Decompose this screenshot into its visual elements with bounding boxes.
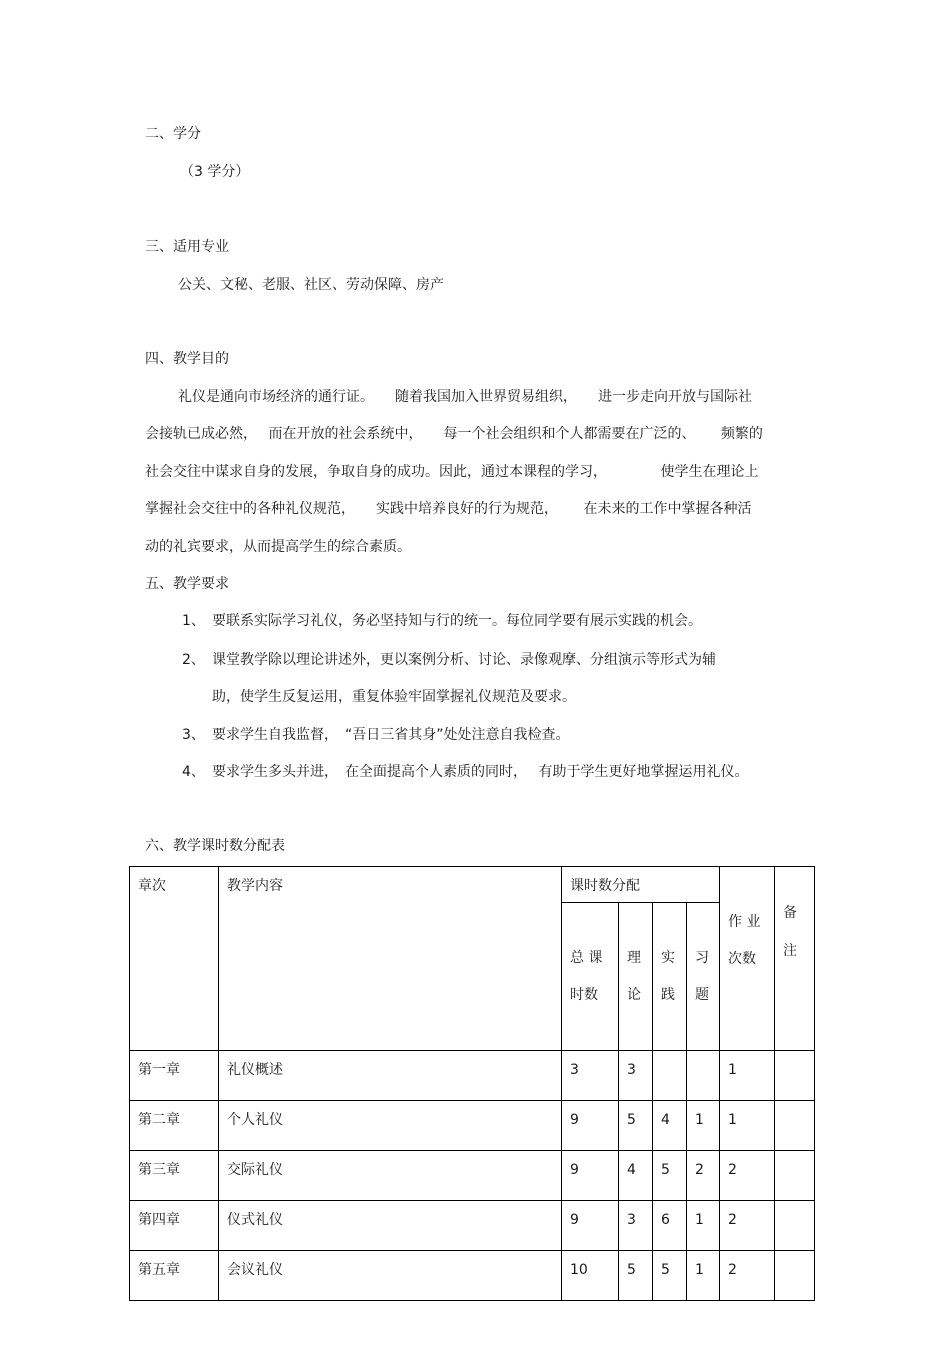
majors-text: 公关、文秘、老服、社区、劳动保障、房产 xyxy=(178,277,444,293)
header-exercise-line: 习 xyxy=(695,950,709,966)
requirement-number: 3、 xyxy=(182,727,205,743)
cell-content: 个人礼仪 xyxy=(219,1101,562,1151)
purpose-line: 掌握社会交往中的各种礼仪规范， 实践中培养良好的行为规范， 在未来的工作中掌握各种活 xyxy=(145,501,752,517)
cell-practice: 5 xyxy=(653,1151,687,1201)
cell-homework: 1 xyxy=(720,1101,775,1151)
cell-theory: 3 xyxy=(619,1201,653,1251)
header-homework-line: 作 业 xyxy=(728,914,761,930)
purpose-line: 社会交往中谋求自身的发展，争取自身的成功。因此，通过本课程的学习， 使学生在理论上 xyxy=(145,464,759,480)
table-row xyxy=(130,1251,815,1301)
cell-exercise: 1 xyxy=(687,1251,720,1301)
purpose-line: 会接轨已成必然， 而在开放的社会系统中， 每一个社会组织和个人都需要在广泛的、 频繁的 xyxy=(145,426,763,442)
header-total-line: 时数 xyxy=(570,987,598,1003)
cell-content: 交际礼仪 xyxy=(219,1151,562,1201)
header-hours-allocation: 课时数分配 xyxy=(562,867,720,903)
purpose-line: 礼仪是通向市场经济的通行证。 随着我国加入世界贸易组织， 进一步走向开放与国际社 xyxy=(178,389,752,405)
header-content: 教学内容 xyxy=(219,867,562,1051)
cell-content: 会议礼仪 xyxy=(219,1251,562,1301)
header-theory-line: 理 xyxy=(627,950,641,966)
header-homework-line: 次数 xyxy=(728,951,756,967)
header-chapter: 章次 xyxy=(130,867,219,1051)
table-row xyxy=(130,1151,815,1201)
cell-chapter: 第四章 xyxy=(130,1201,219,1251)
purpose-line: 动的礼宾要求，从而提高学生的综合素质。 xyxy=(145,539,411,555)
cell-practice: 4 xyxy=(653,1101,687,1151)
cell-exercise: 2 xyxy=(687,1151,720,1201)
table-row xyxy=(130,1201,815,1251)
section-3-heading: 三、适用专业 xyxy=(145,239,229,255)
cell-exercise: 1 xyxy=(687,1201,720,1251)
header-practice xyxy=(653,903,687,1051)
cell-homework: 1 xyxy=(720,1051,775,1101)
header-homework xyxy=(720,867,775,1051)
requirement-text: 要求学生自我监督， “吾日三省其身”处处注意自我检查。 xyxy=(212,727,570,743)
cell-content: 仪式礼仪 xyxy=(219,1201,562,1251)
cell-practice: 5 xyxy=(653,1251,687,1301)
cell-theory: 5 xyxy=(619,1251,653,1301)
header-total-hours xyxy=(562,903,619,1051)
cell-theory: 5 xyxy=(619,1101,653,1151)
cell-total: 9 xyxy=(562,1151,619,1201)
requirement-text: 要求学生多头并进， 在全面提高个人素质的同时， 有助于学生更好地掌握运用礼仪。 xyxy=(212,764,749,780)
header-notes-text: 备 注 xyxy=(783,905,797,959)
requirement-number: 1、 xyxy=(182,613,205,629)
cell-theory: 4 xyxy=(619,1151,653,1201)
cell-chapter: 第一章 xyxy=(130,1051,219,1101)
cell-theory: 3 xyxy=(619,1051,653,1101)
cell-chapter: 第二章 xyxy=(130,1101,219,1151)
cell-notes xyxy=(775,1251,815,1301)
cell-chapter: 第三章 xyxy=(130,1151,219,1201)
section-5-heading: 五、教学要求 xyxy=(145,576,229,592)
header-practice-line: 践 xyxy=(661,987,675,1003)
cell-total: 10 xyxy=(562,1251,619,1301)
header-exercise xyxy=(687,903,720,1051)
requirement-text-continued: 助，使学生反复运用，重复体验牢固掌握礼仪规范及要求。 xyxy=(212,689,576,705)
header-notes xyxy=(775,867,815,1051)
cell-notes xyxy=(775,1101,815,1151)
requirement-number: 4、 xyxy=(182,764,205,780)
cell-notes xyxy=(775,1151,815,1201)
cell-practice xyxy=(653,1051,687,1101)
class-hours-table xyxy=(129,866,815,1301)
section-2-heading: 二、学分 xyxy=(145,126,201,142)
cell-chapter: 第五章 xyxy=(130,1251,219,1301)
cell-total: 9 xyxy=(562,1101,619,1151)
cell-homework: 2 xyxy=(720,1151,775,1201)
header-total-line: 总 课 xyxy=(570,950,603,966)
table-row xyxy=(130,1051,815,1101)
cell-total: 3 xyxy=(562,1051,619,1101)
cell-content: 礼仪概述 xyxy=(219,1051,562,1101)
header-theory xyxy=(619,903,653,1051)
requirement-text: 课堂教学除以理论讲述外，更以案例分析、讨论、录像观摩、分组演示等形式为辅 xyxy=(212,652,716,668)
section-4-heading: 四、教学目的 xyxy=(145,351,229,367)
cell-total: 9 xyxy=(562,1201,619,1251)
cell-notes xyxy=(775,1201,815,1251)
header-exercise-line: 题 xyxy=(695,987,709,1003)
requirement-number: 2、 xyxy=(182,652,205,668)
cell-exercise xyxy=(687,1051,720,1101)
cell-practice: 6 xyxy=(653,1201,687,1251)
cell-homework: 2 xyxy=(720,1251,775,1301)
table-row xyxy=(130,1101,815,1151)
credit-value: （3 学分） xyxy=(180,164,250,180)
cell-homework: 2 xyxy=(720,1201,775,1251)
cell-exercise: 1 xyxy=(687,1101,720,1151)
section-6-heading: 六、教学课时数分配表 xyxy=(145,838,285,854)
requirement-text: 要联系实际学习礼仪，务必坚持知与行的统一。每位同学要有展示实践的机会。 xyxy=(212,613,702,629)
cell-notes xyxy=(775,1051,815,1101)
header-practice-line: 实 xyxy=(661,950,675,966)
header-theory-line: 论 xyxy=(627,987,641,1003)
